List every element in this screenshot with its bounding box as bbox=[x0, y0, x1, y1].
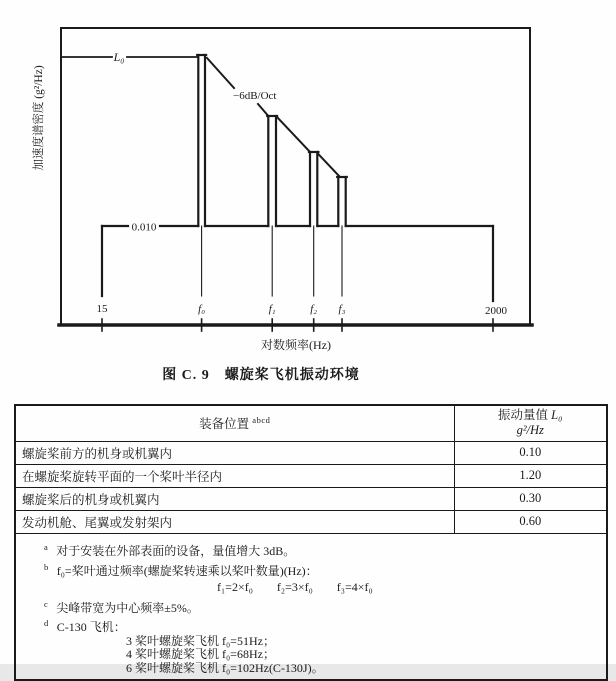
equipment-vibration-table bbox=[14, 404, 608, 681]
header-value-cell bbox=[454, 405, 607, 441]
figure-caption: 图 C. 9 螺旋桨飞机振动环境 bbox=[162, 368, 360, 383]
tick-label-2000: 2000 bbox=[485, 305, 507, 317]
chart-border bbox=[61, 28, 530, 325]
footnote-d bbox=[44, 616, 600, 635]
value-cell: 0.10 bbox=[454, 441, 607, 464]
header-value-unit: g²/Hz bbox=[516, 423, 544, 438]
table-header-row bbox=[15, 405, 607, 441]
tick-label-f0: f₀ bbox=[198, 303, 206, 315]
table-row bbox=[15, 487, 607, 510]
footnote-b-marker: b bbox=[44, 561, 49, 572]
footnote-b-formula: f₁=2×f₀ f₂=3×f₀ f₃=4×f₀ bbox=[217, 579, 373, 594]
slope-segment-1 bbox=[207, 58, 234, 88]
table-row bbox=[15, 441, 607, 464]
value-cell: 1.20 bbox=[454, 464, 607, 487]
footnote-c-text: 尖峰带宽为中心频率±5%。 bbox=[56, 600, 199, 615]
slope-segment-3 bbox=[277, 117, 310, 152]
slope-segment-4 bbox=[318, 154, 339, 176]
header-value-label: 振动量值 bbox=[498, 408, 549, 423]
spike-f0 bbox=[197, 55, 206, 226]
location-cell: 螺旋桨前方的机身或机翼内 bbox=[15, 441, 454, 464]
tick-label-f2: f₂ bbox=[310, 303, 318, 315]
x-axis-label: 对数频率(Hz) bbox=[261, 338, 331, 352]
y-axis-label: 加速度谱密度 (g²/Hz) bbox=[33, 65, 45, 171]
footnote-c-marker: c bbox=[44, 598, 49, 609]
tick-label-15: 15 bbox=[96, 303, 108, 315]
spike-f3 bbox=[337, 177, 347, 226]
tick-label-f1: f₁ bbox=[268, 303, 276, 315]
footnote-a bbox=[44, 539, 600, 559]
footnote-d-text: C-130 飞机： bbox=[56, 619, 126, 634]
header-location-cell bbox=[15, 405, 454, 441]
tick-label-f3: f₃ bbox=[338, 303, 346, 315]
baseline-label: 0.010 bbox=[131, 221, 157, 234]
footnote-a-text: 对于安装在外部表面的设备，量值增大 3dB。 bbox=[56, 543, 296, 558]
footnote-b bbox=[44, 559, 600, 579]
header-location-label: 装备位置 bbox=[199, 417, 250, 432]
footnote-c bbox=[44, 596, 600, 616]
footnote-d-marker: d bbox=[44, 617, 49, 628]
table-row bbox=[15, 510, 607, 533]
location-cell: 在螺旋桨旋转平面的一个桨叶半径内 bbox=[15, 464, 454, 487]
value-cell: 0.30 bbox=[454, 487, 607, 510]
footnote-a-marker: a bbox=[44, 541, 49, 552]
table-row bbox=[15, 464, 607, 487]
header-value-symbol: L₀ bbox=[551, 408, 563, 423]
l0-label: L₀ bbox=[113, 50, 125, 64]
value-cell: 0.60 bbox=[454, 510, 607, 533]
footnote-d-line: 4 桨叶螺旋桨飞机 f₀=68Hz； bbox=[126, 647, 275, 661]
location-cell: 发动机舱、尾翼或发射架内 bbox=[15, 510, 454, 533]
spike-f1 bbox=[267, 116, 277, 226]
footnote-b-text: f₀=桨叶通过频率(螺旋桨转速乘以桨叶数量)(Hz)： bbox=[56, 563, 318, 578]
slope-segment-2 bbox=[258, 104, 268, 116]
footnotes-row bbox=[15, 533, 607, 680]
footnote-d-line: 3 桨叶螺旋桨飞机 f₀=51Hz； bbox=[126, 633, 275, 648]
spike-leader-lines bbox=[202, 226, 342, 296]
footnote-d-line: 6 桨叶螺旋桨飞机 f₀=102Hz(C-130J)。 bbox=[126, 660, 324, 675]
baseline bbox=[102, 226, 493, 301]
location-cell: 螺旋桨后的机身或机翼内 bbox=[15, 487, 454, 510]
footnotes-cell bbox=[15, 533, 607, 680]
header-footnote-marks: abcd bbox=[252, 415, 271, 426]
slope-label: −6dB/Oct bbox=[233, 90, 277, 102]
spike-f2 bbox=[309, 152, 318, 226]
